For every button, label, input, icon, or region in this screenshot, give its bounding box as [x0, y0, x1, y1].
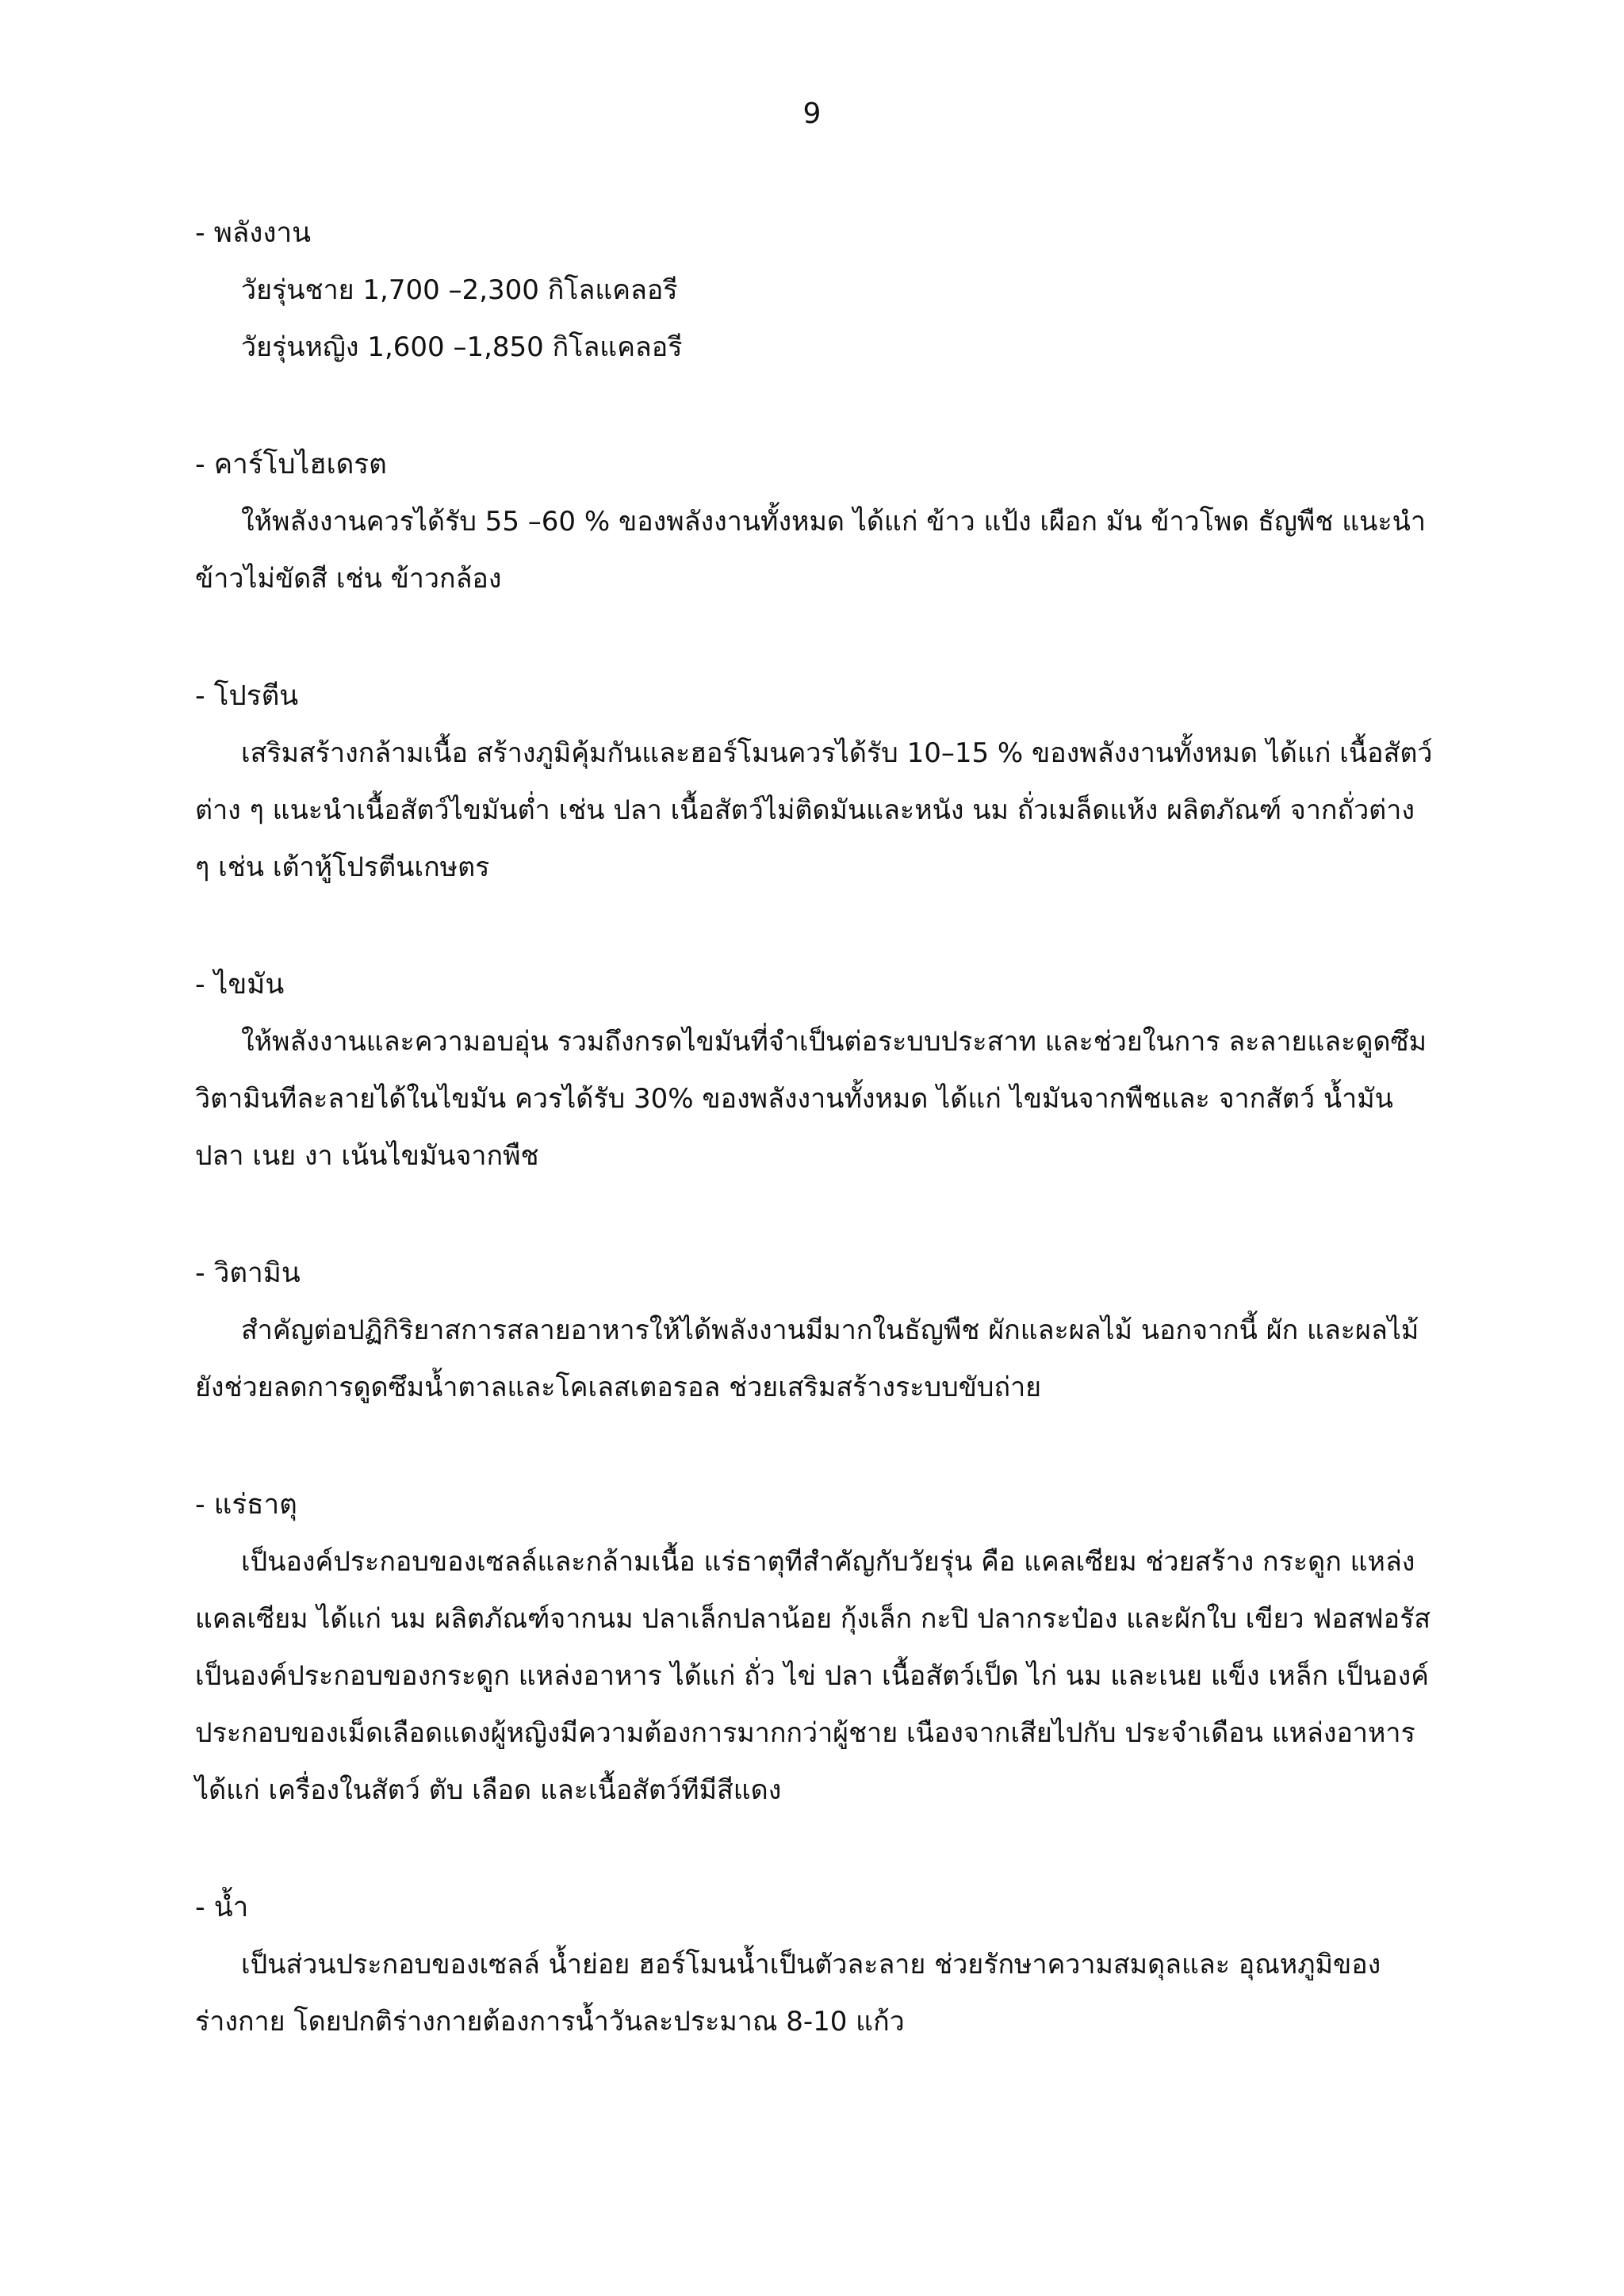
- section-protein: [195, 668, 1434, 896]
- section-paragraph: ให้พลังงานและความอบอุ่น รวมถึงกรดไขมันที่จำเป็นต่อระบบประสาท และช่วยในการ ละลายและดูดซึมวิตามินทีละลายได้ในไขมัน ควรได้รับ 30% ของพลังงานทั้งหมด ได้แก่ ไขมันจากพืชและ จากสัตว์ น้ำมันปลา เนย งา เน้นไขมันจากพืช: [195, 1026, 1427, 1172]
- section-fat: [195, 956, 1434, 1184]
- section-water: [195, 1879, 1434, 2050]
- section-heading: - โปรตีน: [195, 680, 299, 712]
- document-body: [195, 205, 1434, 2050]
- page-number: 9: [802, 98, 822, 130]
- section-heading: - น้ำ: [195, 1892, 249, 1923]
- section-minerals: [195, 1476, 1434, 1819]
- section-heading: - วิตามิน: [195, 1257, 301, 1289]
- section-heading: - ไขมัน: [195, 969, 285, 1001]
- section-vitamin: [195, 1245, 1434, 1416]
- section-heading: - คาร์โบไฮเดรต: [195, 449, 387, 480]
- section-carbohydrate: [195, 436, 1434, 607]
- section-heading: - แร่ธาตุ: [195, 1489, 297, 1521]
- section-energy: [195, 205, 1434, 376]
- section-paragraph: ให้พลังงานควรได้รับ 55 –60 % ของพลังงานทั้งหมด ได้แก่ ข้าว แป้ง เผือก มัน ข้าวโพด ธัญพืช แนะนำข้าวไม่ขัดสี เช่น ข้าวกล้อง: [195, 506, 1426, 595]
- energy-line-male: วัยรุ่นชาย 1,700 –2,300 กิโลแคลอรี: [241, 274, 678, 306]
- section-paragraph: เสริมสร้างกล้ามเนื้อ สร้างภูมิคุ้มกันและฮอร์โมนควรได้รับ 10–15 % ของพลังงานทั้งหมด ได้แก่ เนื้อสัตว์ต่าง ๆ แนะนำเนื้อสัตว์ไขมันต่ำ เช่น ปลา เนื้อสัตว์ไม่ติดมันและหนัง นม ถั่วเมล็ดแห้ง ผลิตภัณฑ์ จากถั่วต่าง ๆ เช่น เต้าหู้โปรตีนเกษตร: [195, 737, 1433, 883]
- section-paragraph: เป็นส่วนประกอบของเซลล์ น้ำย่อย ฮอร์โมนน้ำเป็นตัวละลาย ช่วยรักษาความสมดุลและ อุณหภูมิของร่างกาย โดยปกติร่างกายต้องการน้ำวันละประมาณ 8-10 แก้ว: [195, 1949, 1381, 2038]
- energy-line-female: วัยรุ่นหญิง 1,600 –1,850 กิโลแคลอรี: [241, 331, 683, 363]
- section-paragraph: เป็นองค์ประกอบของเซลล์และกล้ามเนื้อ แร่ธาตุทีสำคัญกับวัยรุ่น คือ แคลเซียม ช่วยสร้าง กระดูก แหล่งแคลเซียม ได้แก่ นม ผลิตภัณฑ์จากนม ปลาเล็กปลาน้อย กุ้งเล็ก กะปิ ปลากระป๋อง และผักใบ เขียว ฟอสฟอรัส เป็นองค์ประกอบของกระดูก แหล่งอาหาร ได้แก่ ถั่ว ไข่ ปลา เนื้อสัตว์เป็ด ไก่ นม และเนย แข็ง เหล็ก เป็นองค์ประกอบของเม็ดเลือดแดงผู้หญิงมีความต้องการมากกว่าผู้ชาย เนืองจากเสียไปกับ ประจำเดือน แหล่งอาหาร ได้แก่ เครื่องในสัตว์ ตับ เลือด และเนื้อสัตว์ทีมีสีแดง: [195, 1546, 1431, 1806]
- section-heading: - พลังงาน: [195, 217, 312, 249]
- section-paragraph: สำคัญต่อปฏิกิริยาสการสลายอาหารให้ได้พลังงานมีมากในธัญพืช ผักและผลไม้ นอกจากนี้ ผัก และผลไม้ยังช่วยลดการดูดซึมน้ำตาลและโคเลสเตอรอล ช่วยเสริมสร้างระบบขับถ่าย: [195, 1314, 1419, 1403]
